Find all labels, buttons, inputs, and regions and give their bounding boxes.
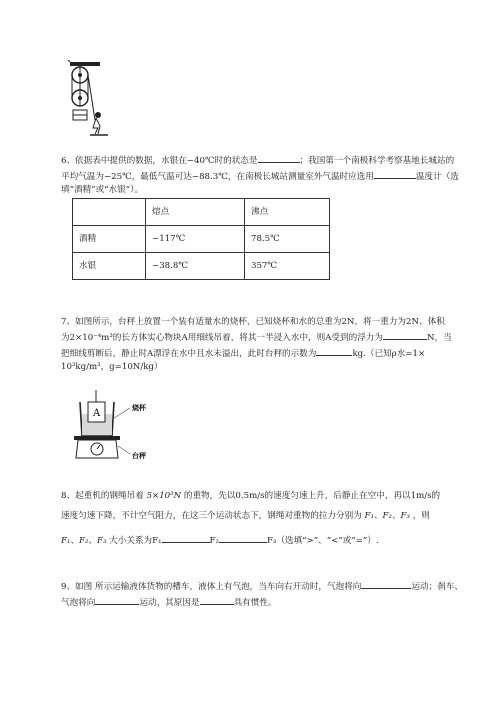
table-row [73,253,330,280]
answer-blank[interactable] [200,594,234,605]
q8-text: 的重物，先以0.5m/s的速度匀速上升，后静止在空中，再以1m/s的 [183,491,441,501]
table-cell: 水银 [73,253,146,280]
question-7 [61,316,466,374]
q6-text: ；我国第一个南极科学考察基地长城站的 [299,156,455,166]
q8-text: F₂ [209,535,219,546]
answer-blank[interactable] [162,532,210,543]
q9-text: 具有惯性。 [233,597,277,608]
table-cell [73,199,146,226]
question-8 [61,490,466,548]
question-6 [61,152,466,197]
q6-text: 6、依据表中提供的数据，水银在−40℃时的状态是 [61,156,258,166]
table-cell: 357℃ [245,253,330,280]
table-header-row [73,199,330,226]
q8-text: F₃（选填“>”、“<”或“=”）. [266,535,379,546]
q8-text: 8、起重机的钢绳吊着 [61,491,144,501]
q8-text: 速度匀速下降，不计空气阻力，在这三个运动状态下，钢绳对重物的拉力分别为 [61,510,362,521]
answer-blank[interactable] [361,578,411,589]
table-cell: −117℃ [146,226,245,253]
beaker-label: 烧杯 [132,404,146,412]
q6-text: 温度计（选 [415,171,459,182]
q8-text: ，则 [412,510,430,521]
table-header: 沸点 [245,199,330,226]
q9-text: 9、如图 所示运输液体货物的槽车，液体上有气泡，当车向右开动时，气泡将向 [61,582,362,592]
q9-text: 运动，其原因是 [139,597,200,608]
q8-text: 大小关系为F₁ [109,535,162,546]
forces-formula: F₁、F₂、F₃ [364,510,410,521]
table-cell: 78.5℃ [245,226,330,253]
answer-blank[interactable] [258,152,300,163]
forces-formula: F₁、F₂、F₃ [61,535,107,546]
table-cell: 酒精 [73,226,146,253]
q7-text: 把细线剪断后，静止时A漂浮在水中且水未溢出，此时台秤的示数为 [61,348,317,359]
q7-text: 10³kg/m³，g=10N/kg） [61,361,163,372]
table-row [73,226,330,253]
scale-beaker-figure [72,388,192,470]
q6-text: 填“酒精”或“水银”）。 [61,184,144,195]
answer-blank[interactable] [383,329,427,340]
table-header: 熔点 [146,199,245,226]
table-cell: −38.8℃ [146,253,245,280]
weight-formula: 5×10³N [146,491,182,501]
answer-blank[interactable] [374,168,416,179]
answer-blank[interactable] [316,345,352,356]
scale-label: 台秤 [132,452,146,460]
melting-boiling-table [72,198,330,280]
q7-text: 7、如图所示，台秤上放置一个装有适量水的烧杯，已知烧杯和水的总重为2N，将一重力为2N、体积 [61,317,445,327]
q7-text: 为2×10⁻⁴m³的长方体实心物块A用细线吊着，将其一半浸入水中，则A受到的浮力为 [61,332,383,343]
q6-text: 平均气温为−25℃，最低气温可达−88.3℃，在南极长城站测量室外气温时应选用 [61,171,374,182]
answer-blank[interactable] [95,594,139,605]
pulley-figure [62,60,110,140]
q9-text: 气泡将向 [61,597,96,608]
q9-text: 运动；刹车、 [411,582,463,592]
question-9 [61,578,466,610]
answer-blank[interactable] [219,532,267,543]
q7-text: N，当 [427,332,452,343]
q7-text: kg.（已知ρ水=1× [352,348,426,359]
block-label: A [93,408,101,419]
